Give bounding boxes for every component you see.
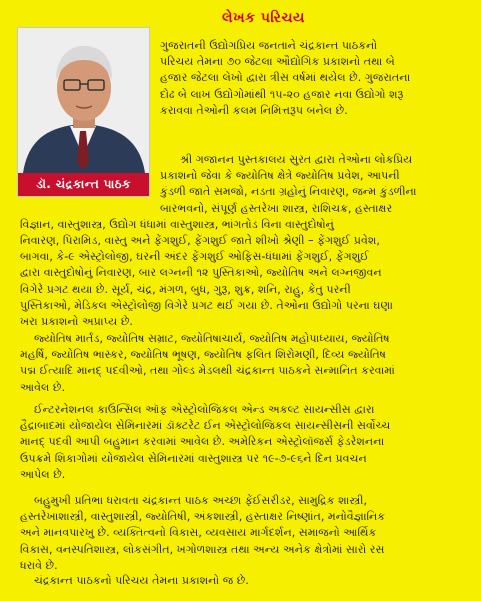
text-line: પદ્મ ઈત્યાદિ માનદ્ પદવીઓ, તથા ગોલ્ડ મેડલથી ચંદ્રકાન્ત પાઠકને સન્માનિત કરવામાં <box>20 364 395 378</box>
text-line: ગુજરાતની ઉદ્યોગપ્રિય જનતાને ચંદ્રકાન્ત પાઠકનો <box>160 39 378 52</box>
text-line: અને માનવપારખુ છે. વ્યક્તિત્વનો વિકાસ, વ્યવસાય માર્ગદર્શન, સમાજનો આર્થિક <box>20 526 377 540</box>
text-line: આવેલ છે. <box>20 380 66 394</box>
text-line: આપેલ છે. <box>20 467 66 481</box>
text-line: ખરા પ્રકાશનો અપ્રાપ્ય છે. <box>20 315 133 329</box>
text-line: હસ્તરેખાશાસ્ત્રી, વાસ્તુશાસ્ત્રી, જ્યોતિષી, અંકશાસ્ત્રી, હસ્તાક્ષર નિષ્ણાંત, મનોવૈજ્ઞાનિક <box>20 510 386 524</box>
text-line: વિકાસ, વનસ્પતિશાસ્ત્ર, લોકસંગીત, ખગોળશાસ્ત્ર તથા અન્ય અનેક ક્ષેત્રોમાં સારો રસ <box>20 542 385 556</box>
text-line: જ્યોતિષ માર્તંડ, જ્યોતિષ સમ્રાટ, જ્યોતિષાચાર્ય, જ્યોતિષ મહોપાધ્યાય, જ્યોતિષ <box>34 332 390 345</box>
text-line: દ્વારા વાસ્તુદોષોનું નિવારણ, બાર લગ્નની ૧૨ પુસ્તિકાઓ, જ્યોતિષ અને લગ્નજીવન <box>20 266 382 280</box>
text-line: દોઢ બે લાખ ઉદ્યોગોમાંથી ૧૫-૨૦ હજાર નવા ઉદ્યોગો શરૂ <box>160 87 404 101</box>
text-line: શ્રી ગજાનન પુસ્તકાલય સુરત દ્વારા તેઓના લોકપ્રિય <box>180 153 413 166</box>
text-line: કરાવવા તેઓની કલમ નિમિત્તરૂપ બનેલ છે. <box>160 103 348 117</box>
text-line: હજાર જેટલા લેખો દ્વારા ત્રીસ વર્ષમાં થયેલ છે. ગુજરાતના <box>160 71 411 85</box>
text-line: વિગેરે પ્રગટ થયા છે. સૂર્ય, ચંદ્ર, મંગળ, બુધ, ગુરૂ, શુક્ર, શનિ, રાહુ, કેતુ પરની <box>20 282 351 296</box>
paragraph-intro <box>160 38 472 119</box>
text-line: બાગવા, કે-૯ એસ્ટ્રોલોજી, ઘરની અંદર ફેંગશુઈ ઓફિસ-ધંધામાં ફેંગશુઈ, ફેંગશુઈ <box>20 250 369 264</box>
text-line: પ્રકાશનો જેવા કે જ્યોતિષ ક્ષેત્રે જ્યોતિષ પ્રવેશ, આપની <box>160 169 400 183</box>
text-line: નિવારણ, પિરામિડ, વાસ્તુ અને ફેંગશુઈ, ફેંગશુઈ જાતે શીખો શ્રેણી – ફેંગશુઈ પ્રવેશ, <box>20 234 380 248</box>
paragraph-publications <box>20 152 472 330</box>
text-line: હૈદ્રાબાદમાં યોજાયેલ સેમિનારમાં ડૉક્ટરેટ ઈન એસ્ટ્રોલોજિકલ સાયન્સીસની સર્વોચ્ચ <box>20 419 391 433</box>
text-line: બહુમુખી પ્રતિભા ધરાવતા ચંદ્રકાન્ત પાઠક અચ્છા ફેંઈસરીડર, સામુદ્રિક શાસ્ત્રી, <box>34 494 367 507</box>
text-line: ઈન્ટરનેશનલ કાઉન્સિલ ઑફ એસ્ટ્રોલોજિકલ એન્ડ અકલ્ટ સાયન્સીસ દ્વારા <box>34 403 375 416</box>
text-line: કુંડળી જાતે સમજો, નડતા ગ્રહોનું નિવારણ, જન્મ કુંડળીના <box>160 185 417 199</box>
text-line: પરિચય તેમના ૭૦ જેટલા ઔદ્યોગિક પ્રકાશનો તથા બે <box>160 55 395 69</box>
text-line: ઉપક્રમે શિકાગોમાં યોજાયેલ સેમિનારમાં વાસ્તુશાસ્ત્ર પર ૧૯-૭-૯૬ને દિન પ્રવચન <box>20 451 367 465</box>
page-title: લેખક પરિચય <box>222 10 306 26</box>
paragraph-closing <box>20 573 472 589</box>
text-line: ચંદ્રકાન્ત પાઠકનો પરિચય તેમના પ્રકાશનો જ છે. <box>34 574 249 587</box>
paragraph-honors <box>20 402 472 483</box>
paragraph-talents <box>20 493 472 574</box>
text-line: મહર્ષિ, જ્યોતિષ ભાસ્કર, જ્યોતિષ ભૂષણ, જ્યોતિષ ફલિત શિરોમણી, દિવ્ય જ્યોતિષ <box>20 348 386 362</box>
text-line: ધરાવે છે. <box>20 558 58 572</box>
author-name-caption: ડૉ. ચંદ્રકાન્ત પાઠક <box>18 173 149 196</box>
text-line: માનદ્ પદવી આપી બહુમાન કરવામાં આવેલ છે. અમેરિકન એસ્ટ્રોલૉજર્સ ફેડરેશનના <box>20 435 385 449</box>
text-line: પુસ્તિકાઓ, મેડિકલ એસ્ટ્રોલોજી વિગેરે પ્રગટ થઈ ગયા છે. તેઓના ઉદ્યોગો પરના ઘણા <box>20 298 393 312</box>
paragraph-titles <box>20 331 472 396</box>
text-line: બારભવનો, સંપૂર્ણ હસ્તરેખા શાસ્ત્ર, રાશિચક્ર, હસ્તાક્ષર <box>160 201 393 215</box>
text-line: વિજ્ઞાન, વાસ્તુશાસ્ત્ર, ઉદ્યોગ ધંધામાં વાસ્તુશાસ્ત્ર, ભાંગતોડ વિના વાસ્તુદોષોનું <box>20 217 334 231</box>
